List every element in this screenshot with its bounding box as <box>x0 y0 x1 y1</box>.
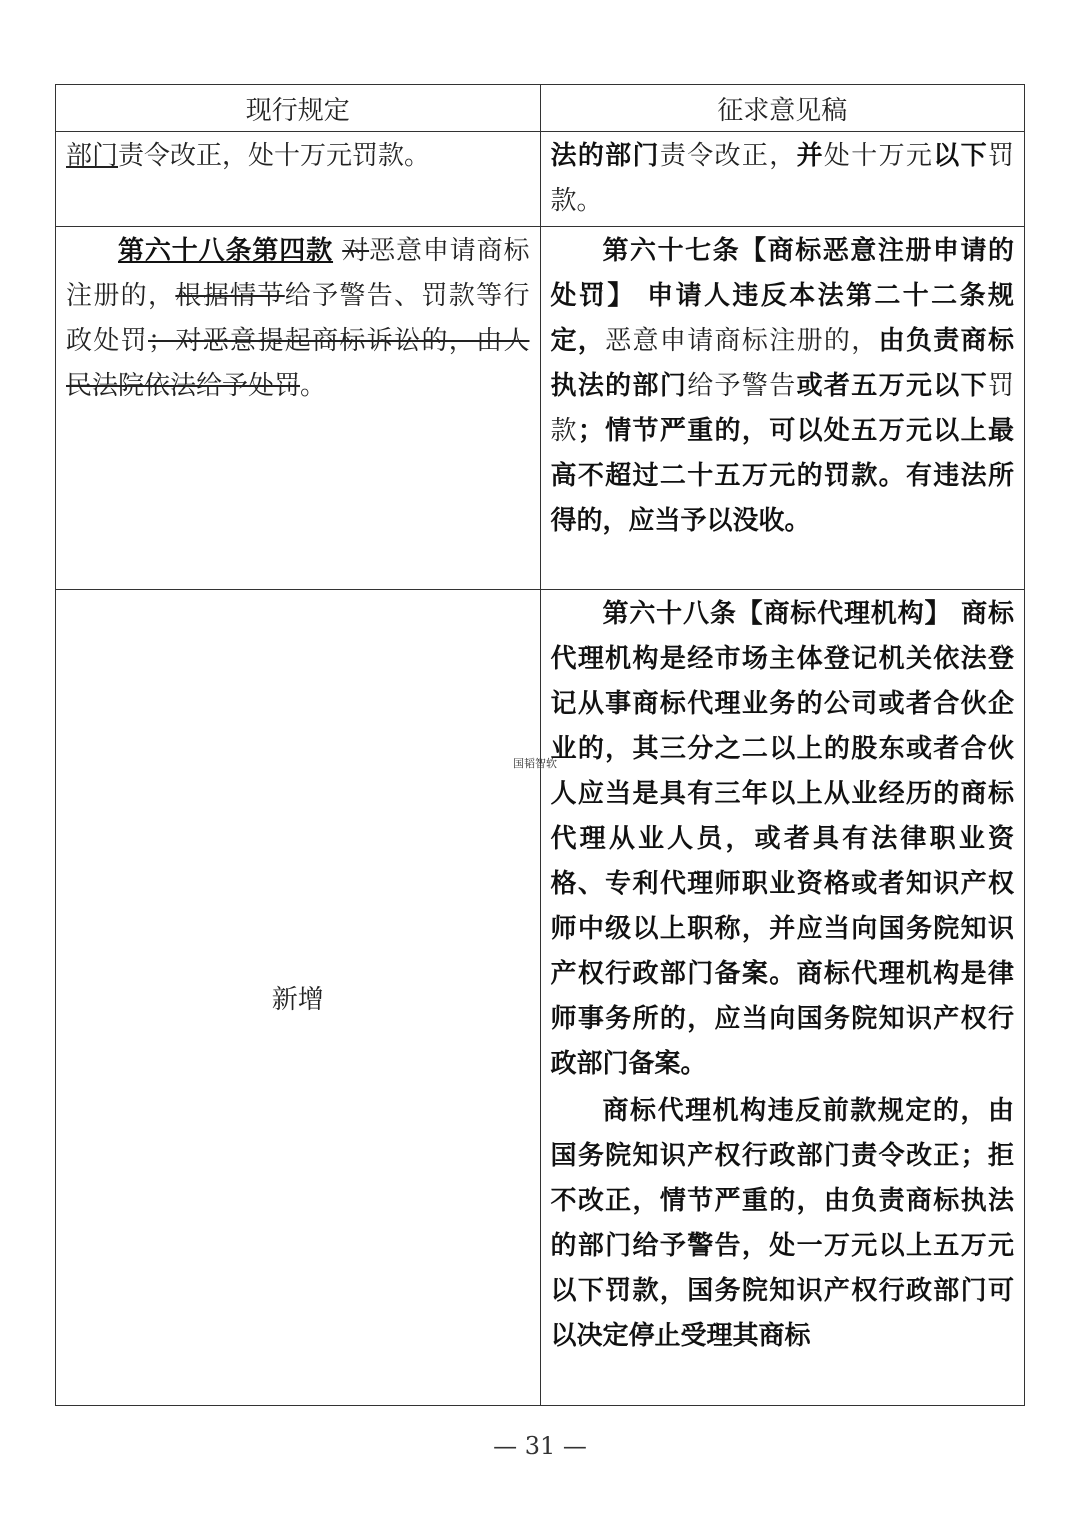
cell-draft <box>540 590 1025 1406</box>
draft-paragraph: 商标代理机构违反前款规定的，由国务院知识产权行政部门责令改正；拒不改正，情节严重的，由负责商标执法的部门给予警告，处一万元以上五万元以下罚款，国务院知识产权行政部门可以决定停止受理其商标 <box>550 1096 1014 1351</box>
plain-text: 。 <box>300 371 327 401</box>
added-text: ；情节严重的，可以处五万元以上最高不超过二十五万元的罚款。有违法所得的，应当予以没收。 <box>550 416 1014 536</box>
cell-current <box>56 132 541 227</box>
cell-draft-text <box>541 227 1025 546</box>
article-number: 第六十八条第四款 <box>118 236 334 266</box>
plain-text: 恶意申请商标注册的， <box>66 236 530 311</box>
cell-current-text <box>56 227 540 411</box>
plain-text: 给予警告、罚款等行政处罚 <box>66 281 530 356</box>
added-text: 或者五万元以下 <box>796 371 988 401</box>
added-text: 第六十七条【商标恶意注册申请的处罚】 申请人违反本法第二十二条规定， <box>550 236 1014 356</box>
header-draft: 征求意见稿 <box>540 85 1025 132</box>
table-header-row <box>56 85 1025 132</box>
added-text: 并 <box>796 141 824 171</box>
watermark: 国韬智软 <box>513 757 557 770</box>
plain-text: 给予警告 <box>687 371 797 401</box>
added-text: 由负责商标执法的部门 <box>550 326 1014 401</box>
table-row <box>56 132 1025 227</box>
cell-draft <box>540 227 1025 590</box>
plain-text: 责令改正，处十万元罚款。 <box>118 141 431 171</box>
page-number: — 31 — <box>493 1432 587 1460</box>
plain-text: 罚款 <box>550 371 1014 446</box>
plain-text: 罚款。 <box>550 141 1014 216</box>
cell-draft-text <box>541 132 1025 226</box>
header-current-rules: 现行规定 <box>56 85 541 132</box>
cell-current-text <box>56 132 540 181</box>
table-row <box>56 590 1025 1406</box>
deleted-text: 根据情节 <box>175 281 285 311</box>
plain-text: 责令改正， <box>659 141 797 171</box>
draft-paragraph: 第六十八条【商标代理机构】 商标代理机构是经市场主体登记机关依法登记从事商标代理业务的公司或者合伙企业的，其三分之二以上的股东或者合伙人应当是具有三年以上从业经历的商标代理从业人员，或者具有法律职业资格、专利代理师职业资格或者知识产权师中级以上职称，并应当向国务院知识产权行政部门备案。商标代理机构是律师事务所的，应当向国务院知识产权行政部门备案。 <box>550 599 1014 1079</box>
added-text: 法的部门 <box>550 141 660 171</box>
cell-current <box>56 227 541 590</box>
plain-text <box>333 236 342 266</box>
cell-draft <box>540 132 1025 227</box>
table-row <box>56 227 1025 590</box>
plain-text: 处十万元 <box>823 141 934 171</box>
deleted-text: ；对恶意提起商标诉讼的，由人民法院依法给予处罚 <box>66 326 530 401</box>
comparison-table <box>55 84 1025 1406</box>
deleted-text: 对 <box>342 236 370 266</box>
added-text: 以下 <box>933 141 988 171</box>
cell-current-new: 新增 <box>56 590 541 1406</box>
plain-text: 恶意申请商标注册的， <box>605 326 879 356</box>
underlined-text: 部门 <box>66 141 119 171</box>
